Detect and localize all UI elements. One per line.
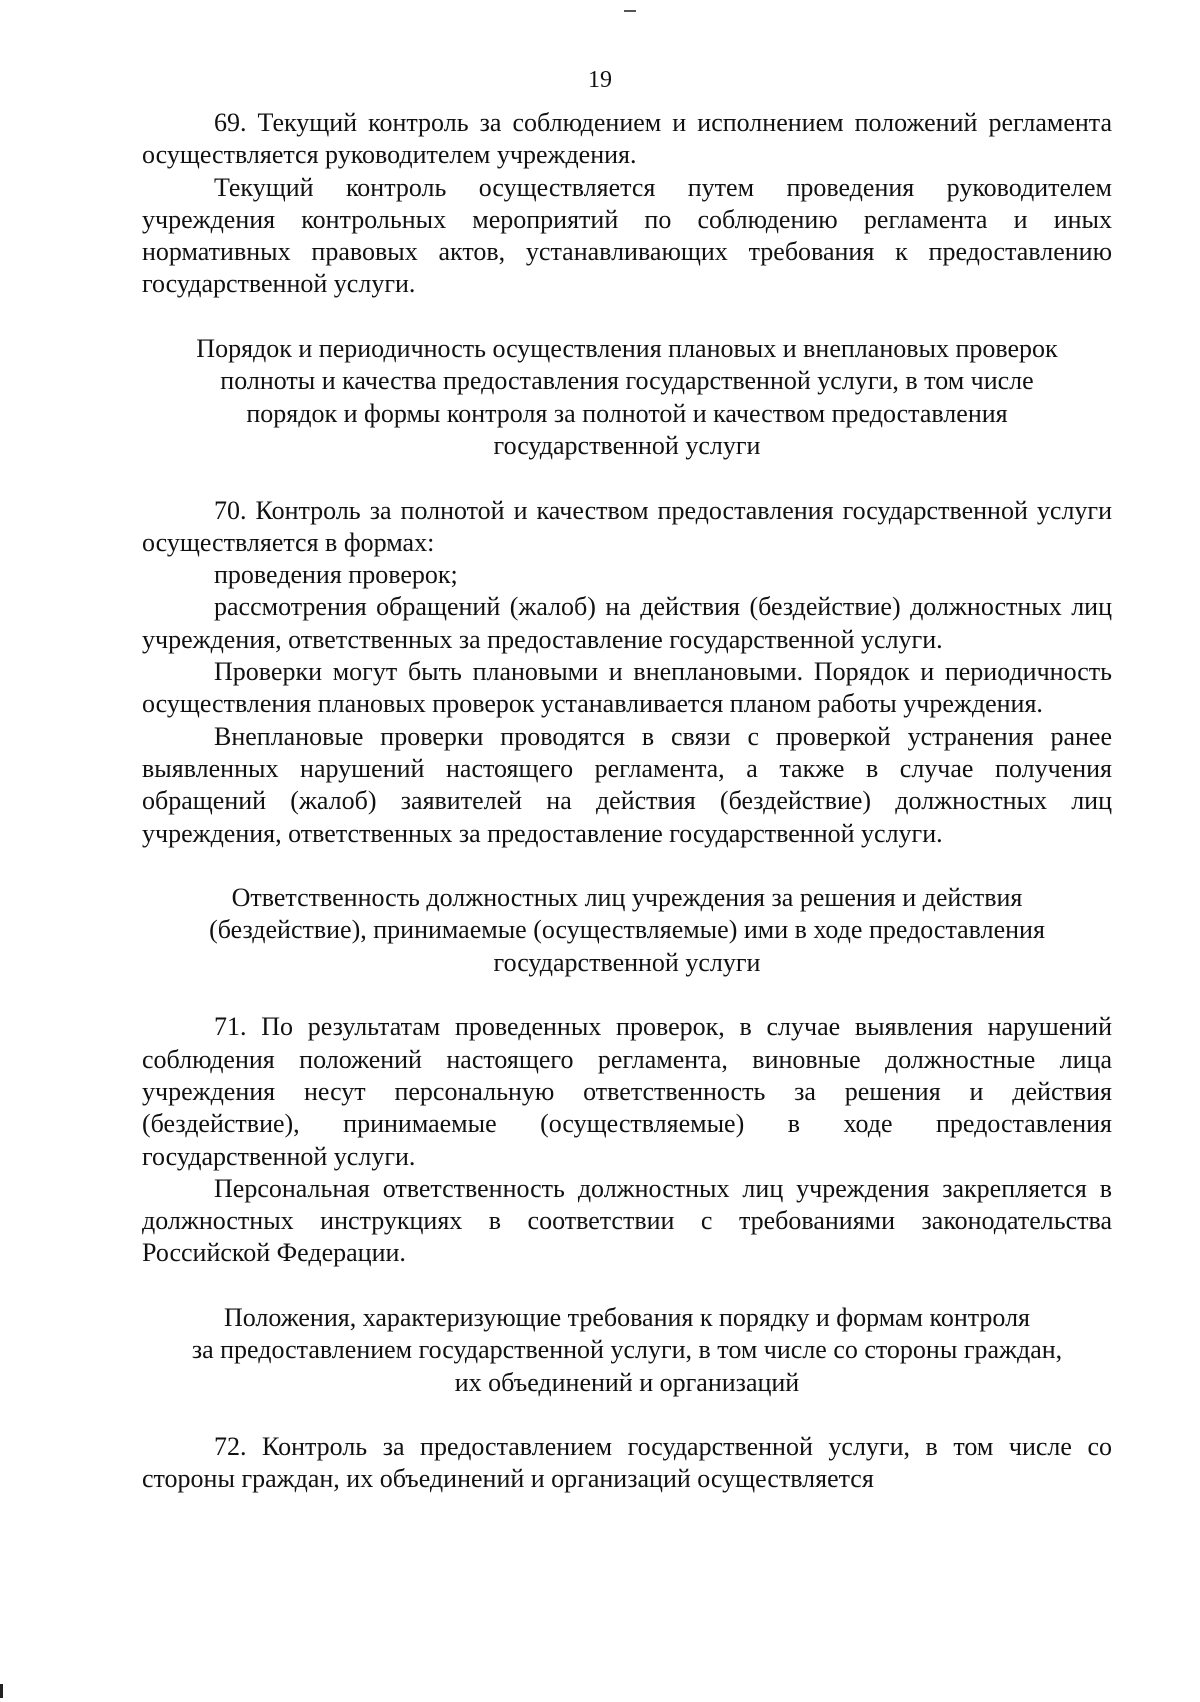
heading-line: (бездействие), принимаемые (осуществляемые) ими в ходе предоставления bbox=[209, 915, 1045, 945]
paragraph: проведения проверок; bbox=[214, 560, 458, 590]
paragraph: рассмотрения обращений (жалоб) на действия (бездействие) должностных лиц учреждения, ответственных за предоставление государственной услуги. bbox=[142, 592, 1112, 654]
section-gap bbox=[142, 1270, 1112, 1302]
paragraph: Текущий контроль осуществляется путем проведения руководителем учреждения контрольных мероприятий по соблюдению регламента и иных нормативных правовых актов, устанавливающих требования к предоставлению государственной услуги. bbox=[142, 172, 1112, 299]
paragraph: 70. Контроль за полнотой и качеством предоставления государственной услуги осуществляется в формах: bbox=[142, 495, 1112, 557]
section-gap bbox=[142, 301, 1112, 333]
heading-line: порядок и формы контроля за полнотой и качеством предоставления bbox=[246, 398, 1008, 428]
paragraph: Внеплановые проверки проводятся в связи с проверкой устранения ранее выявленных нарушений настоящего регламента, а также в случае получения обращений (жалоб) заявителей на действия (бездействие) должностных лиц учреждения, ответственных за предоставление государственной услуги. bbox=[142, 721, 1112, 848]
document-body bbox=[142, 107, 1112, 1496]
heading-line: государственной услуги bbox=[493, 947, 761, 977]
paragraph: Проверки могут быть плановыми и внеплановыми. Порядок и периодичность осуществления плановых проверок устанавливается планом работы учреждения. bbox=[142, 657, 1112, 719]
section-gap bbox=[142, 979, 1112, 1011]
paragraph: 69. Текущий контроль за соблюдением и исполнением положений регламента осуществляется руководителем учреждения. bbox=[142, 108, 1112, 170]
heading-line: их объединений и организаций bbox=[454, 1367, 800, 1397]
paragraph: 72. Контроль за предоставлением государственной услуги, в том числе со стороны граждан, их объединений и организаций осуществляется bbox=[142, 1432, 1112, 1494]
section-gap bbox=[142, 1399, 1112, 1431]
heading-line: государственной услуги bbox=[493, 430, 761, 460]
paragraph: Персональная ответственность должностных лиц учреждения закрепляется в должностных инструкциях в соответствии с требованиями законодательства Российской Федерации. bbox=[142, 1173, 1112, 1268]
section-heading bbox=[142, 882, 1112, 979]
section-heading bbox=[142, 1302, 1112, 1399]
scan-mark bbox=[624, 10, 636, 12]
heading-line: Порядок и периодичность осуществления плановых и внеплановых проверок bbox=[196, 334, 1058, 364]
section-gap bbox=[142, 462, 1112, 494]
section-heading bbox=[142, 333, 1112, 462]
heading-line: Ответственность должностных лиц учреждения за решения и действия bbox=[231, 883, 1023, 913]
heading-line: полноты и качества предоставления государственной услуги, в том числе bbox=[220, 366, 1034, 396]
section-gap bbox=[142, 850, 1112, 882]
page-number: 19 bbox=[588, 67, 612, 93]
heading-line: Положения, характеризующие требования к порядку и формам контроля bbox=[223, 1302, 1030, 1332]
paragraph: 71. По результатам проведенных проверок, в случае выявления нарушений соблюдения положений настоящего регламента, виновные должностные лица учреждения несут персональную ответственность за решения и действия (бездействие), принимаемые (осуществляемые) в ходе предоставления государственной услуги. bbox=[142, 1012, 1112, 1171]
scan-mark bbox=[0, 1684, 3, 1698]
heading-line: за предоставлением государственной услуги, в том числе со стороны граждан, bbox=[191, 1335, 1063, 1365]
